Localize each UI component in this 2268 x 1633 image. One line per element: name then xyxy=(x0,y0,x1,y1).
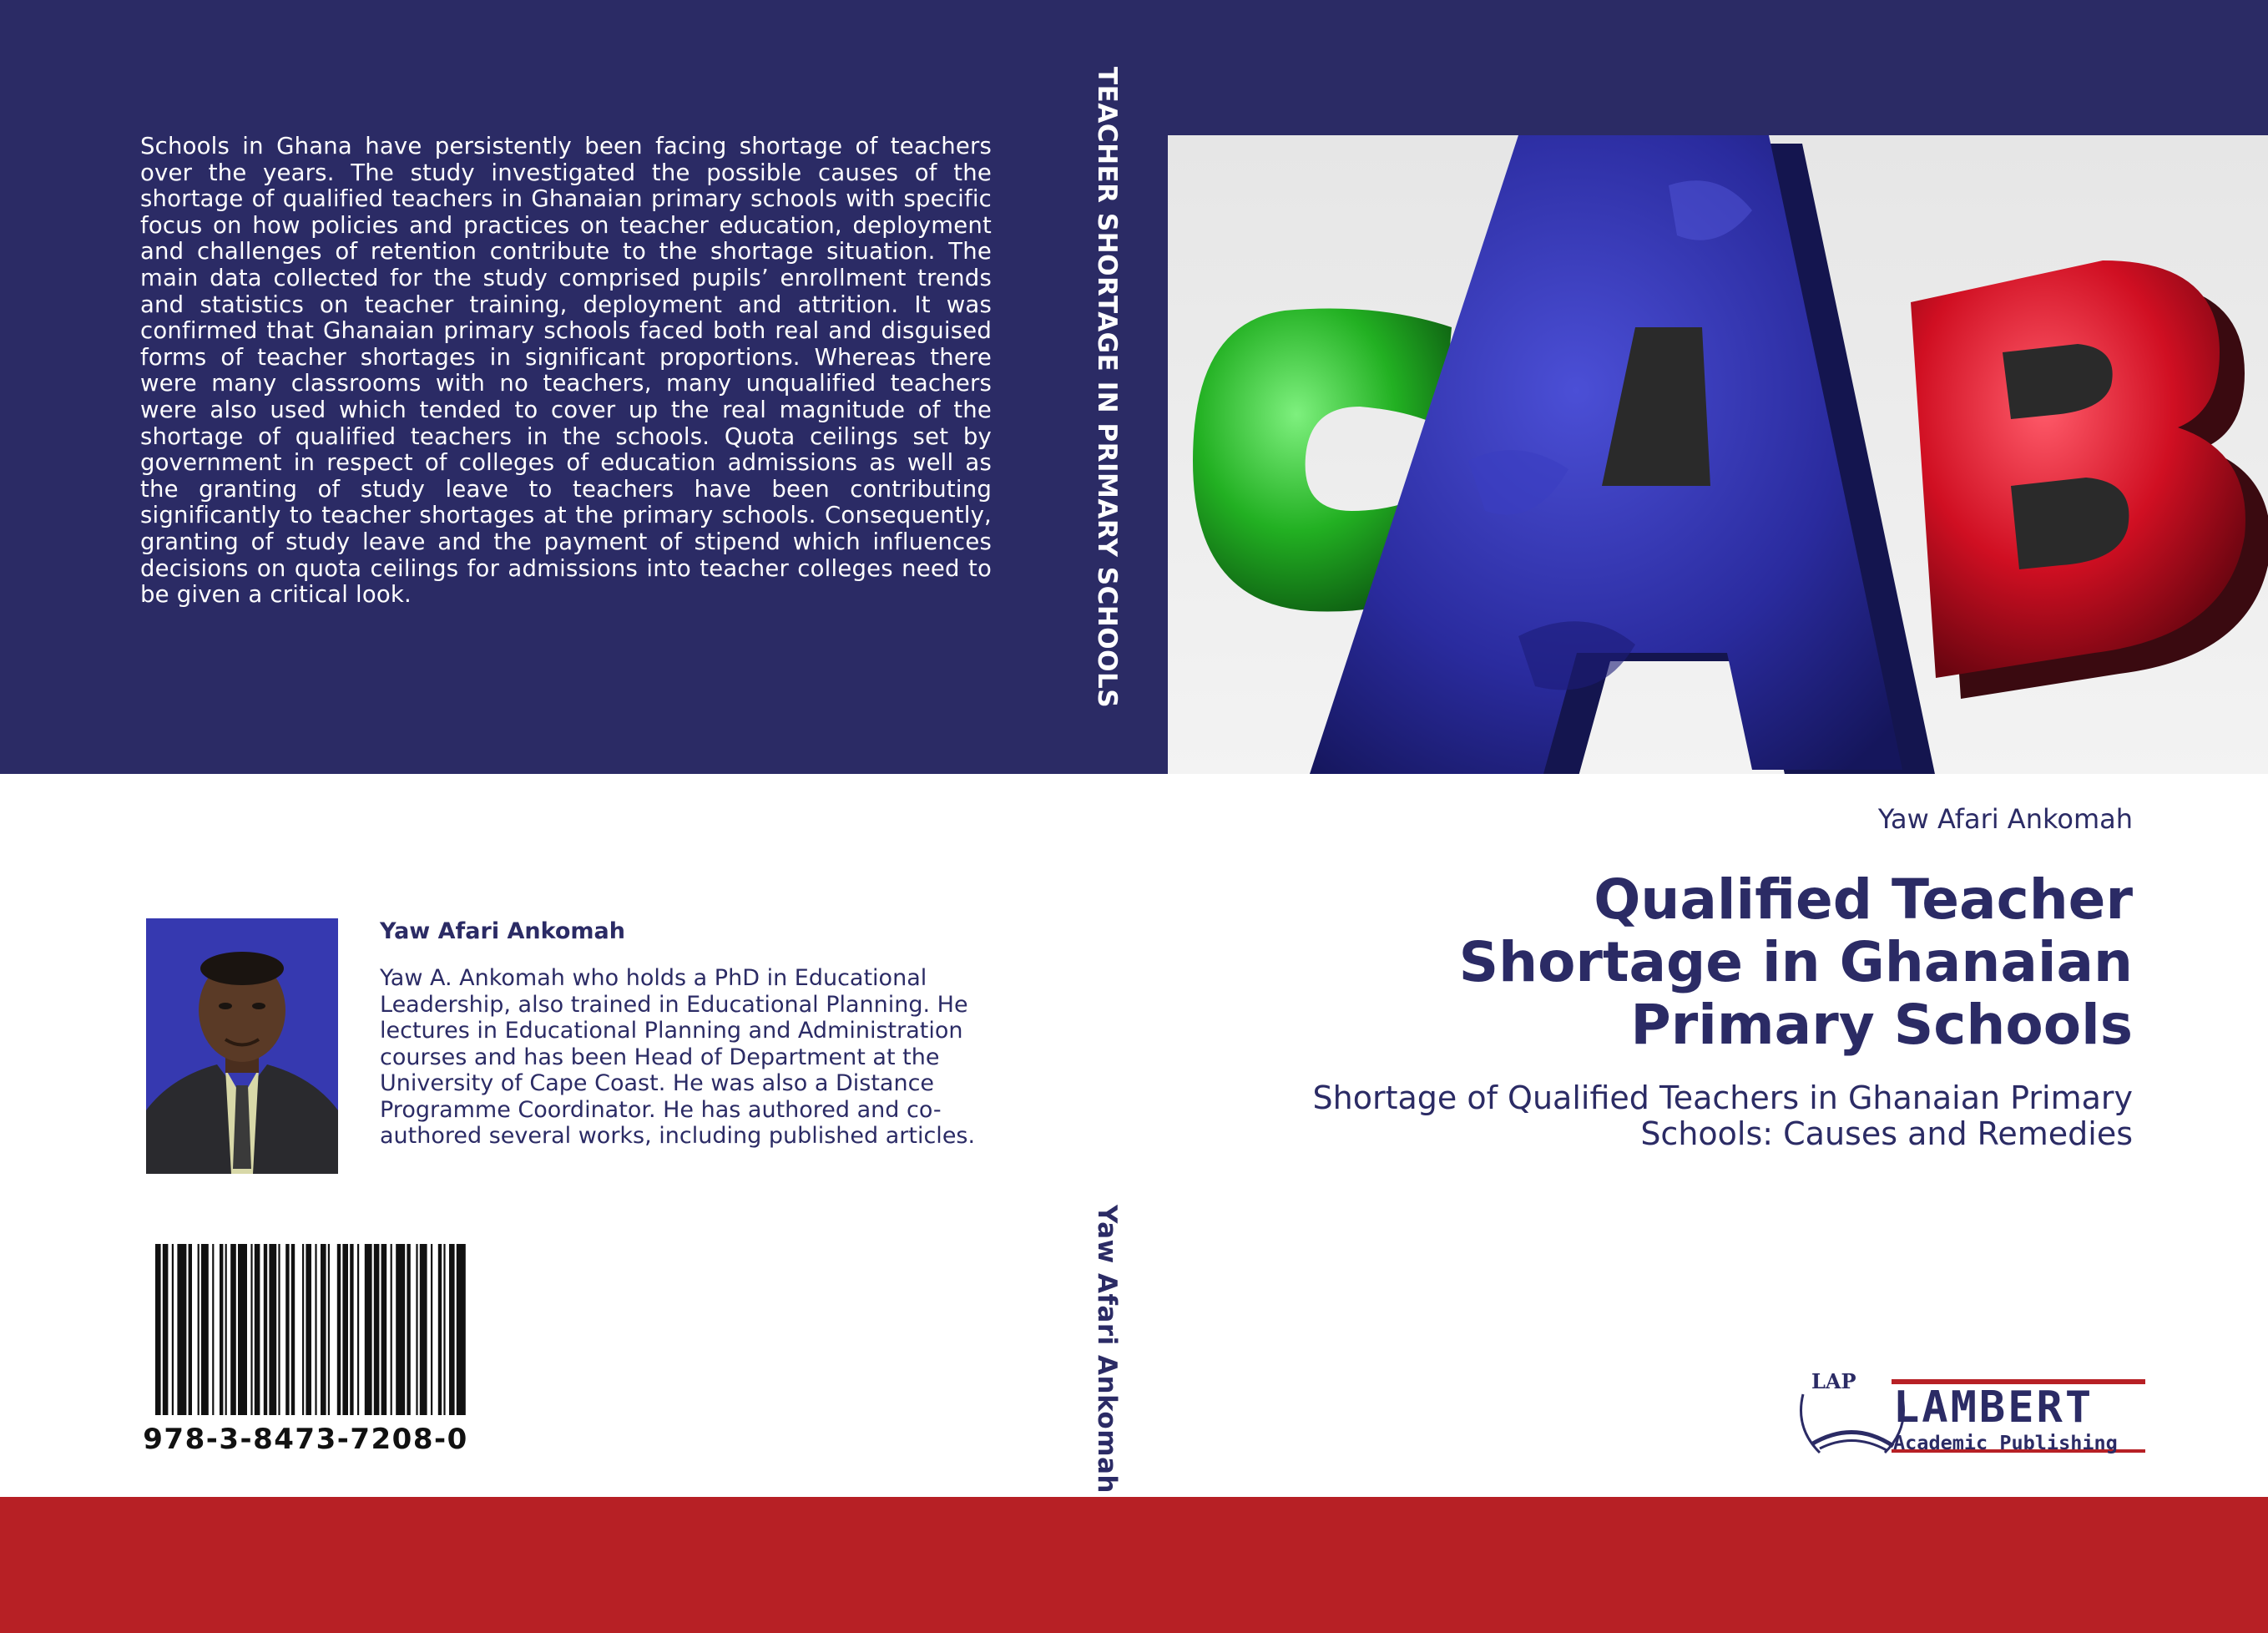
barcode-bar xyxy=(350,1244,353,1415)
barcode-bar xyxy=(255,1244,260,1415)
bio-name: Yaw Afari Ankomah xyxy=(380,918,625,944)
barcode-bar xyxy=(230,1244,236,1415)
barcode-bar xyxy=(172,1244,174,1415)
barcode-bar xyxy=(449,1244,455,1415)
publisher-badge: LAP xyxy=(1811,1369,1856,1393)
publisher-tagline: Academic Publishing xyxy=(1893,1431,2118,1454)
barcode-bar xyxy=(225,1244,227,1415)
barcode-bar xyxy=(264,1244,267,1415)
spine-title: TEACHER SHORTAGE IN PRIMARY SCHOOLS xyxy=(1092,67,1122,709)
barcode-bar xyxy=(396,1244,405,1415)
letter-b-shape xyxy=(1911,260,2268,699)
barcode-bar xyxy=(342,1244,348,1415)
barcode-bar xyxy=(321,1244,326,1415)
front-cover-author: Yaw Afari Ankomah xyxy=(1877,803,2133,835)
barcode-bar xyxy=(302,1244,304,1415)
back-cover-blurb: Schools in Ghana have persistently been facing shortage of teachers over the years. The study investigated the possible causes of the shortage of qualified teachers in Ghanaian primary schools with specific focus on how policies and practices on teacher education, deployment and challenges of retention contribute to the shortage situation. The main data collected for the study comprised pupils’ enrollment trends and statistics on teacher training, deployment and attrition. It was confirmed that Ghanaian primary schools faced both real and disguised forms of teacher shortages in significant proportions. Whereas there were many classrooms with no teachers, many unqualified teachers were also used which tended to cover up the real magnitude of the shortage of qualified teachers in the schools. Quota ceilings set by government in respect of colleges of education admissions as well as the granting of study leave to teachers have been contributing significantly to teacher shortages at the primary schools. Consequently, granting of study leave and the payment of stipend which influences decisions on quota ceilings for admissions into teacher colleges need to be given a critical look. xyxy=(140,133,992,609)
barcode-bar xyxy=(269,1244,276,1415)
barcode-bar xyxy=(357,1244,359,1415)
barcode-bar xyxy=(212,1244,214,1415)
barcode-bar xyxy=(306,1244,311,1415)
barcode-bar xyxy=(407,1244,410,1415)
barcode-bar xyxy=(416,1244,417,1415)
barcode-bar xyxy=(155,1244,161,1415)
barcode-bar xyxy=(198,1244,200,1415)
barcode-bar xyxy=(163,1244,169,1415)
barcode-bar xyxy=(250,1244,252,1415)
publisher-name: LAMBERT xyxy=(1893,1383,2094,1433)
author-photo xyxy=(146,918,338,1174)
cover-illustration xyxy=(1168,135,2268,774)
barcode-bar xyxy=(328,1244,330,1415)
barcode-bar xyxy=(337,1244,341,1415)
barcode-bar xyxy=(220,1244,223,1415)
barcode-bar xyxy=(238,1244,247,1415)
barcode-bar xyxy=(457,1244,466,1415)
barcode-bar xyxy=(315,1244,316,1415)
isbn-number: 978-3-8473-7208-0 xyxy=(143,1423,468,1456)
barcode-bar xyxy=(291,1244,295,1415)
barcode-bar xyxy=(391,1244,392,1415)
barcode-bar xyxy=(278,1244,280,1415)
barcode-bar xyxy=(381,1244,387,1415)
red-band xyxy=(0,1497,2268,1633)
barcode-bar xyxy=(177,1244,186,1415)
book-subtitle: Shortage of Qualified Teachers in Ghanaian Primary Schools: Causes and Remedies xyxy=(1312,1079,2133,1152)
barcode-bar xyxy=(201,1244,209,1415)
barcode-bar xyxy=(443,1244,445,1415)
barcode-bar xyxy=(365,1244,372,1415)
barcode-bar xyxy=(285,1244,289,1415)
bio-text: Yaw A. Ankomah who holds a PhD in Educational Leadership, also trained in Educational Planning. He lectures in Educational Planning and Administration courses and has been Head of Department at the University of Cape Coast. He was also a Distance Programme Coordinator. He has authored and co-authored several works, including published articles. xyxy=(380,965,976,1149)
spine-author: Yaw Afari Ankomah xyxy=(1092,1205,1122,1494)
barcode-bar xyxy=(374,1244,380,1415)
isbn-barcode xyxy=(155,1244,469,1415)
book-title: Qualified Teacher Shortage in Ghanaian Primary Schools xyxy=(1458,867,2133,1057)
barcode-bar xyxy=(431,1244,432,1415)
barcode-bar xyxy=(189,1244,192,1415)
barcode-bar xyxy=(438,1244,442,1415)
barcode-bar xyxy=(420,1244,427,1415)
